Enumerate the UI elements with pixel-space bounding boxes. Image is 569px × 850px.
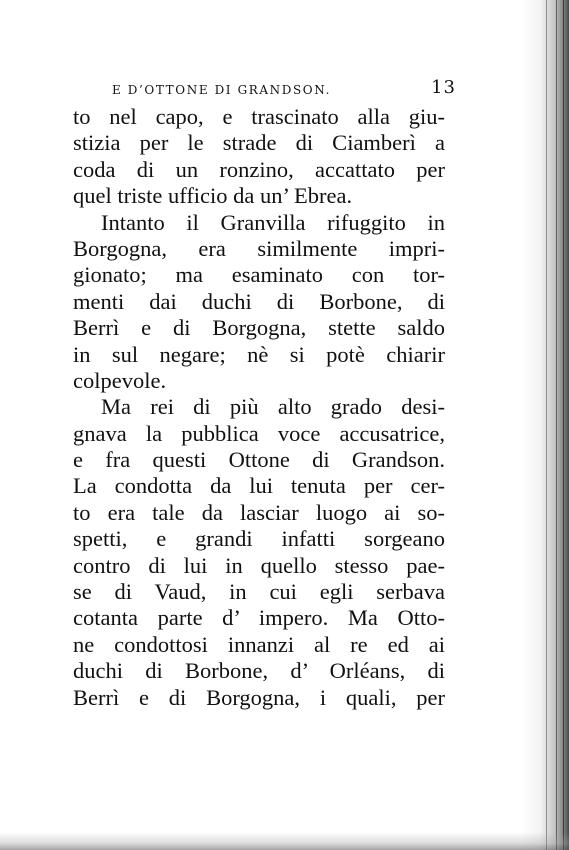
text-line: duchi di Borbone, d’ Orléans, di: [73, 658, 445, 684]
text-line: La condotta da lui tenuta per cer-: [73, 473, 445, 499]
page-header: [112, 77, 456, 102]
page-bottom-edge: [0, 832, 569, 850]
page-edge-line: [546, 0, 547, 850]
body-text: [73, 104, 445, 711]
text-line: quel triste ufficio da un’ Ebrea.: [73, 183, 353, 209]
text-line: Berrì e di Borgogna, stette saldo: [73, 315, 445, 341]
text-line-paragraph-start: Intanto il Granvilla rifuggito in: [101, 209, 445, 235]
text-line: ne condottosi innanzi al re ed ai: [73, 631, 445, 657]
page-edge-shadow: [521, 0, 569, 850]
text-line: gnava la pubblica voce accusatrice,: [73, 420, 445, 446]
page-edge-line: [563, 0, 564, 850]
text-line: e fra questi Ottone di Grandson.: [73, 447, 445, 473]
text-line: Berrì e di Borgogna, i quali, per: [73, 684, 445, 710]
text-line: cotanta parte d’ impero. Ma Otto-: [73, 605, 445, 631]
text-line: stizia per le strade di Ciamberì a: [73, 130, 445, 156]
text-line: coda di un ronzino, accattato per: [73, 156, 445, 182]
text-line: to era tale da lasciar luogo ai so-: [73, 499, 445, 525]
text-line: menti dai duchi di Borbone, di: [73, 288, 445, 314]
text-line: spetti, e grandi infatti sorgeano: [73, 526, 445, 552]
text-line: se di Vaud, in cui egli serbava: [73, 579, 445, 605]
text-line-paragraph-start: Ma rei di più alto grado desi-: [101, 394, 445, 420]
page-edge-line: [556, 0, 557, 850]
running-head: E D’OTTONE DI GRANDSON.: [112, 83, 331, 97]
text-line: in sul negare; nè si potè chiarir: [73, 341, 445, 367]
text-line: colpevole.: [73, 367, 167, 393]
page-number: 13: [431, 77, 456, 98]
text-line: contro di lui in quello stesso pae-: [73, 552, 445, 578]
text-line: to nel capo, e trascinato alla giu-: [73, 104, 445, 129]
text-line: Borgogna, era similmente impri-: [73, 235, 445, 261]
text-line: gionato; ma esaminato con tor-: [73, 262, 445, 288]
